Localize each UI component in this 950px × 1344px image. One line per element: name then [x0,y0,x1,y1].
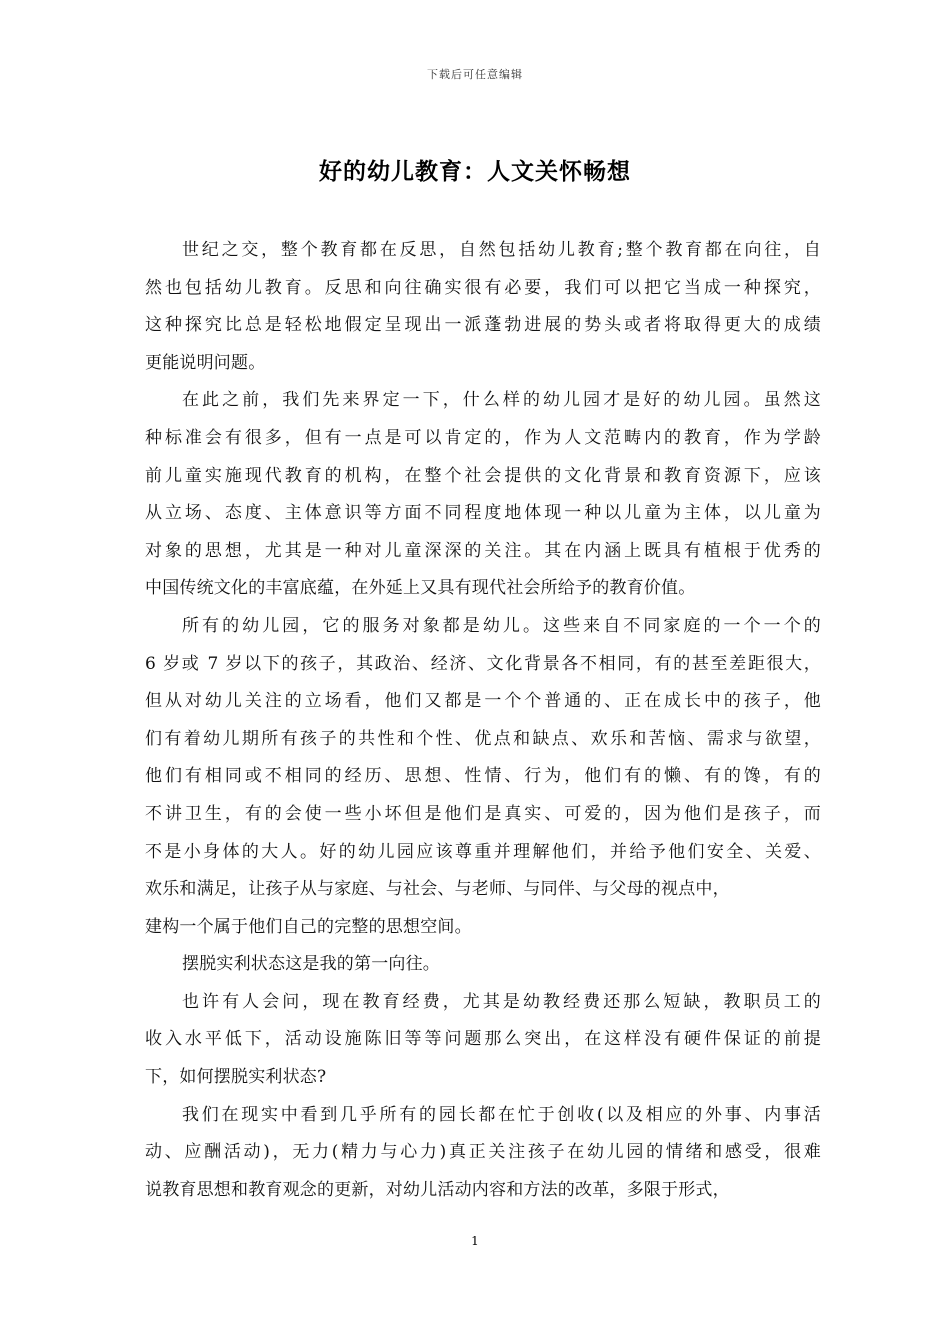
text-line: 中国传统文化的丰富底蕴，在外延上又具有现代社会所给予的教育价值。 [145,578,696,599]
text-line: 建构一个属于他们自己的完整的思想空间。 [145,916,472,937]
text-line: 不讲卫生，有的会使一些小坏但是他们是真实、可爱的，因为他们是孩子，而 [145,803,821,824]
text-line: 动、应酬活动)，无力(精力与心力)真正关注孩子在幼儿园的情绪和感受，很难 [145,1142,821,1163]
text-line: 所有的幼儿园，它的服务对象都是幼儿。这些来自不同家庭的一个一个的 [182,615,821,636]
text-line: 对象的思想，尤其是一种对儿童深深的关注。其在内涵上既具有植根于优秀的 [145,540,821,561]
text-line: 前儿童实施现代教育的机构，在整个社会提供的文化背景和教育资源下，应该 [145,465,821,486]
text-line: 收入水平低下，活动设施陈旧等等问题那么突出，在这样没有硬件保证的前提 [145,1029,821,1050]
text-line: 更能说明问题。 [145,352,266,373]
text-line: 他们有相同或不相同的经历、思想、性情、行为，他们有的懒、有的馋，有的 [145,766,821,787]
text-line: 欢乐和满足，让孩子从与家庭、与社会、与老师、与同伴、与父母的视点中， [145,879,730,900]
text-line: 们有着幼儿期所有孩子的共性和个性、优点和缺点、欢乐和苦恼、需求与欲望， [145,728,821,749]
text-line: 但从对幼儿关注的立场看，他们又都是一个个普通的、正在成长中的孩子，他 [145,691,821,712]
text-line: 种标准会有很多，但有一点是可以肯定的，作为人文范畴内的教育，作为学龄 [145,427,821,448]
text-line: 也许有人会问，现在教育经费，尤其是幼教经费还那么短缺，教职员工的 [182,991,821,1012]
text-line: 摆脱实利状态这是我的第一向往。 [182,954,440,975]
text-line: 然也包括幼儿教育。反思和向往确实很有必要，我们可以把它当成一种探究， [145,277,821,298]
text-line: 在此之前，我们先来界定一下，什么样的幼儿园才是好的幼儿园。虽然这 [182,390,821,411]
document-title: 好的幼儿教育：人文关怀畅想 [319,158,631,185]
document-body [145,232,821,1209]
text-line: 下，如何摆脱实利状态? [145,1067,327,1088]
text-line: 这种探究比总是轻松地假定呈现出一派蓬勃进展的势头或者将取得更大的成绩 [145,315,821,336]
page-header-note: 下载后可任意编辑 [427,68,523,81]
text-line: 世纪之交，整个教育都在反思，自然包括幼儿教育;整个教育都在向往，自 [182,240,821,260]
page-number: 1 [471,1234,479,1248]
text-line: 我们在现实中看到几乎所有的园长都在忙于创收(以及相应的外事、内事活 [182,1104,821,1125]
text-line: 6 岁或 7 岁以下的孩子，其政治、经济、文化背景各不相同，有的甚至差距很大， [145,653,821,674]
text-line: 不是小身体的大人。好的幼儿园应该尊重并理解他们，并给予他们安全、关爱、 [145,841,821,862]
text-line: 从立场、态度、主体意识等方面不同程度地体现一种以儿童为主体，以儿童为 [145,503,821,524]
text-line: 说教育思想和教育观念的更新，对幼儿活动内容和方法的改革，多限于形式， [145,1179,730,1200]
